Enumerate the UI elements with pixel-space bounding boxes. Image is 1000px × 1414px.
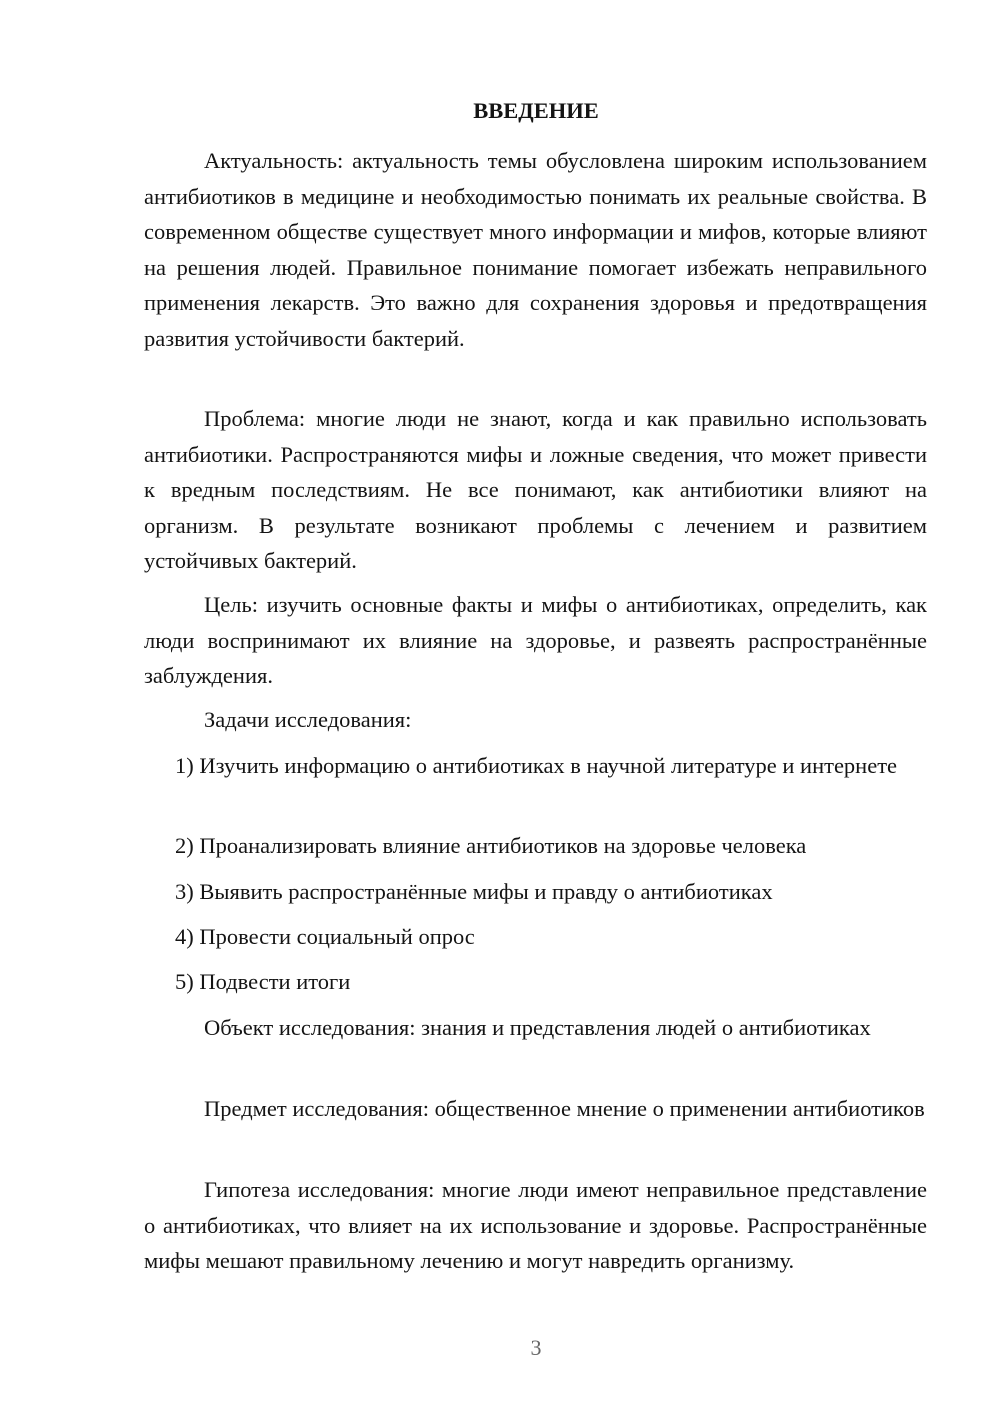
- paragraph-goal: Цель: изучить основные факты и мифы о антибиотиках, определить, как люди воспринимают их влияние на здоровье, и развеять распространённые заблуждения.: [144, 592, 927, 688]
- section-title: ВВЕДЕНИЕ: [473, 98, 599, 123]
- task-item-1: 1) Изучить информацию о антибиотиках в научной литературе и интернете: [175, 753, 898, 778]
- paragraph-object: Объект исследования: знания и представления людей о антибиотиках: [204, 1015, 871, 1040]
- task-item-4: 4) Провести социальный опрос: [175, 924, 475, 949]
- task-item-2: 2) Проанализировать влияние антибиотиков на здоровье человека: [175, 833, 807, 858]
- paragraph-subject: Предмет исследования: общественное мнение о применении антибиотиков: [204, 1096, 925, 1121]
- paragraph-relevance: Актуальность: актуальность темы обусловлена широким использованием антибиотиков в медицине и необходимостью понимать их реальные свойства. В современном обществе существует много информации и мифов, которые влияют на решения людей. Правильное понимание помогает избежать неправильного применения лекарств. Это важно для сохранения здоровья и предотвращения развития устойчивости бактерий.: [144, 148, 927, 351]
- task-item-3: 3) Выявить распространённые мифы и правду о антибиотиках: [175, 879, 773, 904]
- page-number: 3: [530, 1335, 542, 1360]
- tasks-heading: Задачи исследования:: [204, 707, 412, 732]
- paragraph-hypothesis: Гипотеза исследования: многие люди имеют неправильное представление о антибиотиках, что влияет на их использование и здоровье. Распространённые мифы мешают правильному лечению и могут навредить организму.: [144, 1177, 927, 1273]
- task-item-5: 5) Подвести итоги: [175, 969, 351, 994]
- paragraph-problem: Проблема: многие люди не знают, когда и как правильно использовать антибиотики. Распространяются мифы и ложные сведения, что может привести к вредным последствиям. Не все понимают, как антибиотики влияют на организм. В результате возникают проблемы с лечением и развитием устойчивых бактерий.: [144, 406, 927, 573]
